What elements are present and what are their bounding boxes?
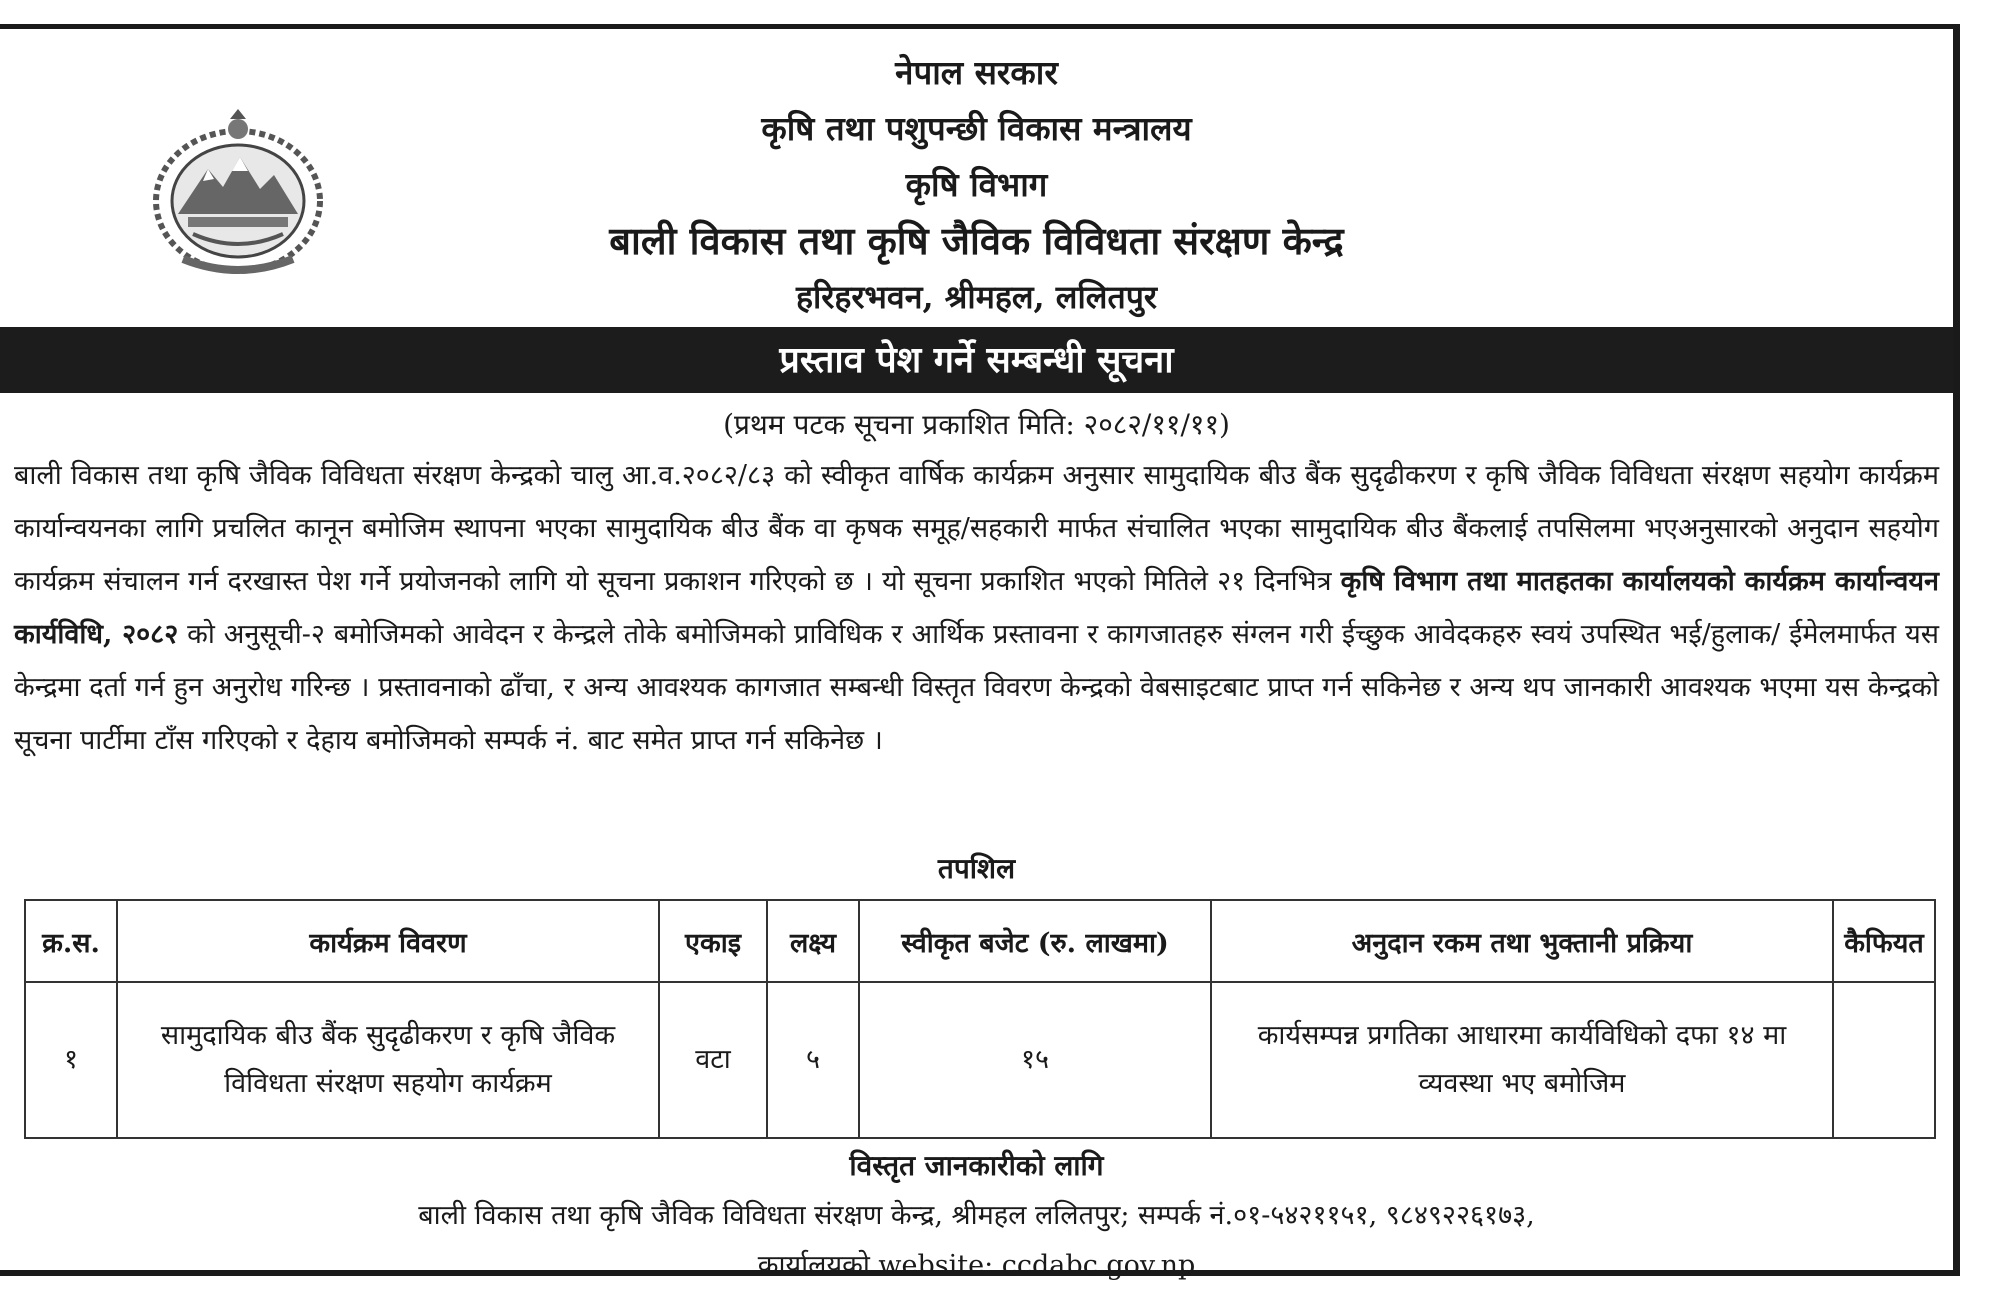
footer-contact: बाली विकास तथा कृषि जैविक विविधता संरक्षण केन्द्र, श्रीमहल ललितपुर; सम्पर्क नं.०१-५४२११५१, ९८४९२२६१७३, <box>418 1200 1535 1231</box>
notice-body <box>14 449 1939 767</box>
cell-budget: १५ <box>859 982 1211 1138</box>
schedule-title: तपशिल <box>937 852 1016 885</box>
notice-title: प्रस्ताव पेश गर्ने सम्बन्धी सूचना <box>0 327 1953 393</box>
ministry-name: कृषि तथा पशुपन्छी विकास मन्त्रालय <box>761 109 1192 148</box>
cell-sn: १ <box>25 982 117 1138</box>
body-part-2: को अनुसूची-२ बमोजिमको आवेदन र केन्द्रले तोके बमोजिमको प्राविधिक र आर्थिक प्रस्तावना र कागजातहरु संग्लन गरी ईच्छुक आवेदकहरु स्वयं उपस्थित भई/हुलाक/ ईमेलमार्फत यस केन्द्रमा दर्ता गर्न हुन अनुरोध गरिन्छ । प्रस्तावनाको ढाँचा, र अन्य आवश्यक कागजात सम्बन्धी विस्तृत विवरण केन्द्रको वेबसाइटबाट प्राप्त गर्न सकिनेछ र अन्य थप जानकारी आवश्यक भएमा यस केन्द्रको सूचना पार्टीमा टाँस गरिएको र देहाय बमोजिमको सम्पर्क नं. बाट समेत प्राप्त गर्न सकिनेछ । <box>14 619 1939 756</box>
col-target: लक्ष्य <box>767 900 859 982</box>
centre-address: हरिहरभवन, श्रीमहल, ललितपुर <box>795 278 1157 316</box>
cell-target: ५ <box>767 982 859 1138</box>
table-row <box>25 982 1935 1138</box>
schedule-header-row <box>25 900 1935 982</box>
department-name: कृषि विभाग <box>905 165 1048 204</box>
col-grant: अनुदान रकम तथा भुक्तानी प्रक्रिया <box>1211 900 1833 982</box>
col-sn: क्र.स. <box>25 900 117 982</box>
body-bold-part: कृषि विभाग तथा मातहतका कार्यालयको कार्यक्रम कार्यान्वयन कार्यविधि, २०८२ <box>14 566 1939 650</box>
publication-date: (प्रथम पटक सूचना प्रकाशित मिति: २०८२/११/११) <box>723 408 1230 441</box>
footer-website: कार्यालयको website: ccdabc.gov.np <box>757 1250 1196 1281</box>
cell-program: सामुदायिक बीउ बैंक सुदृढीकरण र कृषि जैविक विविधता संरक्षण सहयोग कार्यक्रम <box>117 982 659 1138</box>
centre-name: बाली विकास तथा कृषि जैविक विविधता संरक्षण केन्द्र <box>609 218 1344 263</box>
notice-header <box>0 29 1953 333</box>
cell-grant: कार्यसम्पन्न प्रगतिका आधारमा कार्यविधिको दफा १४ मा व्यवस्था भए बमोजिम <box>1211 982 1833 1138</box>
col-remarks: कैफियत <box>1833 900 1935 982</box>
cell-remarks <box>1833 982 1935 1138</box>
notice-frame <box>0 24 1960 1281</box>
col-program: कार्यक्रम विवरण <box>117 900 659 982</box>
notice-footer <box>0 1141 1953 1291</box>
schedule-table <box>24 899 1936 1139</box>
government-name: नेपाल सरकार <box>895 53 1058 92</box>
col-budget: स्वीकृत बजेट (रु. लाखमा) <box>859 900 1211 982</box>
col-unit: एकाइ <box>659 900 767 982</box>
footer-heading: विस्तृत जानकारीको लागि <box>849 1149 1104 1182</box>
body-part-1: बाली विकास तथा कृषि जैविक विविधता संरक्षण केन्द्रको चालु आ.व.२०८२/८३ को स्वीकृत वार्षिक कार्यक्रम अनुसार सामुदायिक बीउ बैंक सुदृढीकरण र कृषि जैविक विविधता संरक्षण सहयोग कार्यक्रम कार्यान्वयनका लागि प्रचलित कानून बमोजिम स्थापना भएका सामुदायिक बीउ बैंक वा कृषक समूह/सहकारी मार्फत संचालित भएका सामुदायिक बीउ बैंकलाई तपसिलमा भएअनुसारको अनुदान सहयोग कार्यक्रम संचालन गर्न दरखास्त पेश गर्ने प्रयोजनको लागि यो सूचना प्रकाशन गरिएको छ । यो सूचना प्रकाशित भएको मितिले २१ दिनभित्र <box>14 460 1939 597</box>
cell-unit: वटा <box>659 982 767 1138</box>
